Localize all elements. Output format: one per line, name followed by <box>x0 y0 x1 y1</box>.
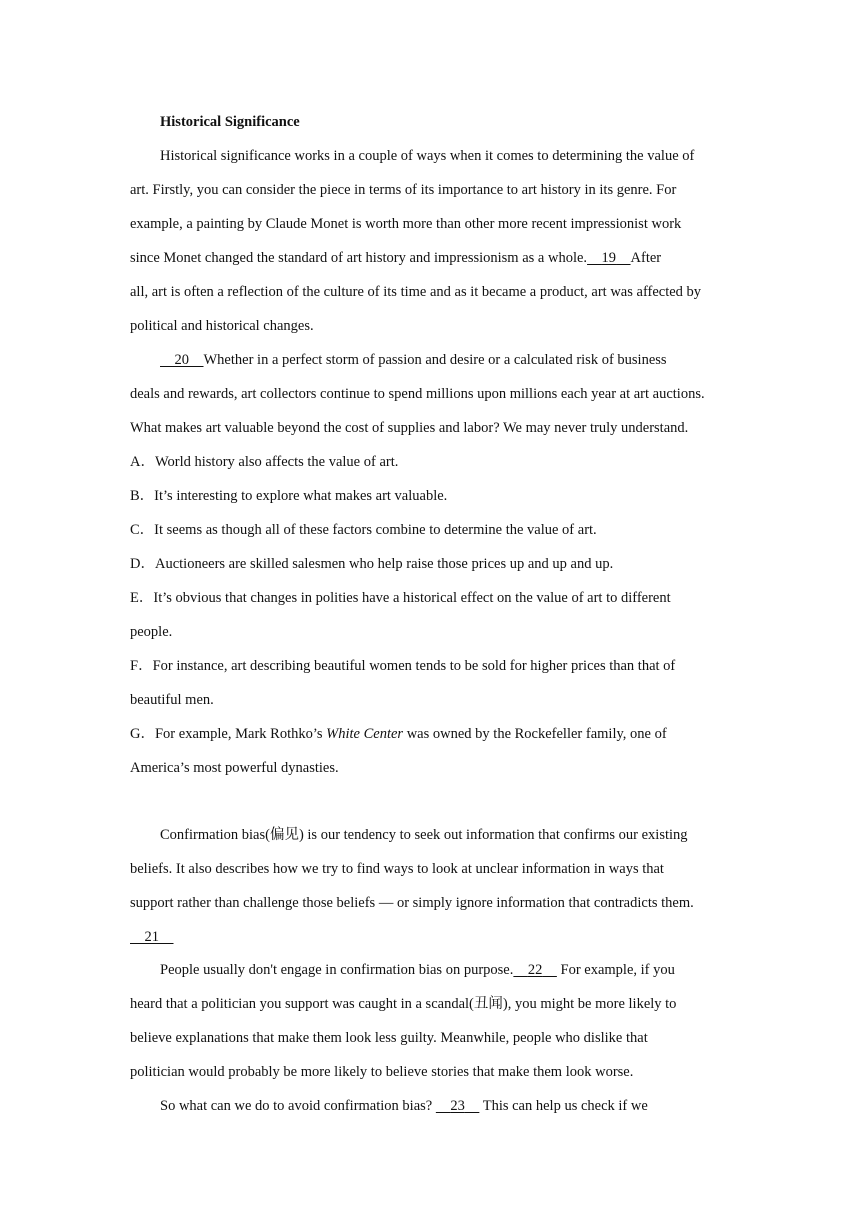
blank-21[interactable] <box>130 927 174 947</box>
paragraph-line: Confirmation bias(偏见) is our tendency to seek out information that confirms our existing <box>160 827 688 843</box>
option-letter: D． <box>130 556 155 572</box>
option-f-continued: beautiful men. <box>130 692 214 708</box>
paragraph-text: After <box>630 250 662 266</box>
option-text: It seems as though all of these factors combine to determine the value of art. <box>154 522 597 538</box>
paragraph-line: beliefs. It also describes how we try to find ways to look at unclear information in ways that <box>130 861 664 877</box>
blank-22[interactable] <box>513 960 557 980</box>
option-b[interactable] <box>130 486 447 506</box>
blank-19[interactable] <box>587 248 631 268</box>
blank-23[interactable] <box>436 1096 480 1116</box>
option-c[interactable] <box>130 520 597 540</box>
paragraph-text: since Monet changed the standard of art history and impressionism as a whole. <box>130 250 588 266</box>
option-letter: C． <box>130 522 155 538</box>
paragraph-line: all, art is often a reflection of the culture of its time and as it became a product, art was affected by <box>130 284 702 300</box>
option-d[interactable] <box>130 554 613 574</box>
paragraph-line: support rather than challenge those beliefs — or simply ignore information that contradicts them. <box>130 895 694 911</box>
paragraph-line: art. Firstly, you can consider the piece in terms of its importance to art history in its genre. For <box>130 182 677 198</box>
option-text: Auctioneers are skilled salesmen who help raise those prices up and up and up. <box>154 556 614 572</box>
paragraph-text: Whether in a perfect storm of passion and desire or a calculated risk of business <box>203 352 667 368</box>
option-letter: G． <box>130 726 155 742</box>
option-text: For instance, art describing beautiful women tends to be sold for higher prices than that of <box>152 658 676 674</box>
paragraph-line <box>130 927 174 947</box>
blank-number: 19 <box>601 250 617 266</box>
option-letter: A． <box>130 454 155 470</box>
blank-20[interactable] <box>160 350 204 370</box>
paragraph-line: politician would probably be more likely to believe stories that make them look worse. <box>130 1064 634 1080</box>
section-title: Historical Significance <box>160 114 300 130</box>
option-g[interactable] <box>130 724 667 744</box>
option-text: It’s interesting to explore what makes art valuable. <box>154 488 448 504</box>
paragraph-line: heard that a politician you support was caught in a scandal(丑闻), you might be more likely to <box>130 996 677 1012</box>
option-f[interactable] <box>130 656 675 676</box>
option-letter: B． <box>130 488 155 504</box>
option-letter: F． <box>130 658 153 674</box>
option-text: It’s obvious that changes in polities have a historical effect on the value of art to different <box>153 590 671 606</box>
option-text: World history also affects the value of art. <box>154 454 399 470</box>
paragraph-line: example, a painting by Claude Monet is worth more than other more recent impressionist work <box>130 216 682 232</box>
paragraph-line <box>160 350 667 370</box>
blank-number: 21 <box>144 929 159 945</box>
paragraph-line <box>160 1096 648 1116</box>
paragraph-line: political and historical changes. <box>130 318 314 334</box>
paragraph-line: believe explanations that make them look less guilty. Meanwhile, people who dislike that <box>130 1030 648 1046</box>
option-e[interactable] <box>130 588 671 608</box>
artwork-title: White Center <box>326 726 404 742</box>
blank-number: 23 <box>450 1098 465 1114</box>
paragraph-text: People usually don't engage in confirmation bias on purpose. <box>160 962 514 978</box>
option-text: was owned by the Rockefeller family, one of <box>403 726 667 742</box>
option-a[interactable] <box>130 452 398 472</box>
paragraph-line: Historical significance works in a couple of ways when it comes to determining the value of <box>160 148 695 164</box>
blank-number: 22 <box>527 962 543 978</box>
paragraph-line <box>160 960 675 980</box>
option-e-continued: people. <box>130 624 173 640</box>
paragraph-line: What makes art valuable beyond the cost of supplies and labor? We may never truly understand. <box>130 420 689 436</box>
option-letter: E． <box>130 590 154 606</box>
option-text: For example, Mark Rothko’s <box>154 726 327 742</box>
blank-number: 20 <box>174 352 189 368</box>
paragraph-text: This can help us check if we <box>479 1098 648 1114</box>
paragraph-line: deals and rewards, art collectors continue to spend millions upon millions each year at art auctions. <box>130 386 705 402</box>
paragraph-text: For example, if you <box>556 962 675 978</box>
paragraph-line <box>130 248 661 268</box>
option-g-continued: America’s most powerful dynasties. <box>130 760 339 776</box>
paragraph-text: So what can we do to avoid confirmation bias? <box>160 1098 436 1114</box>
